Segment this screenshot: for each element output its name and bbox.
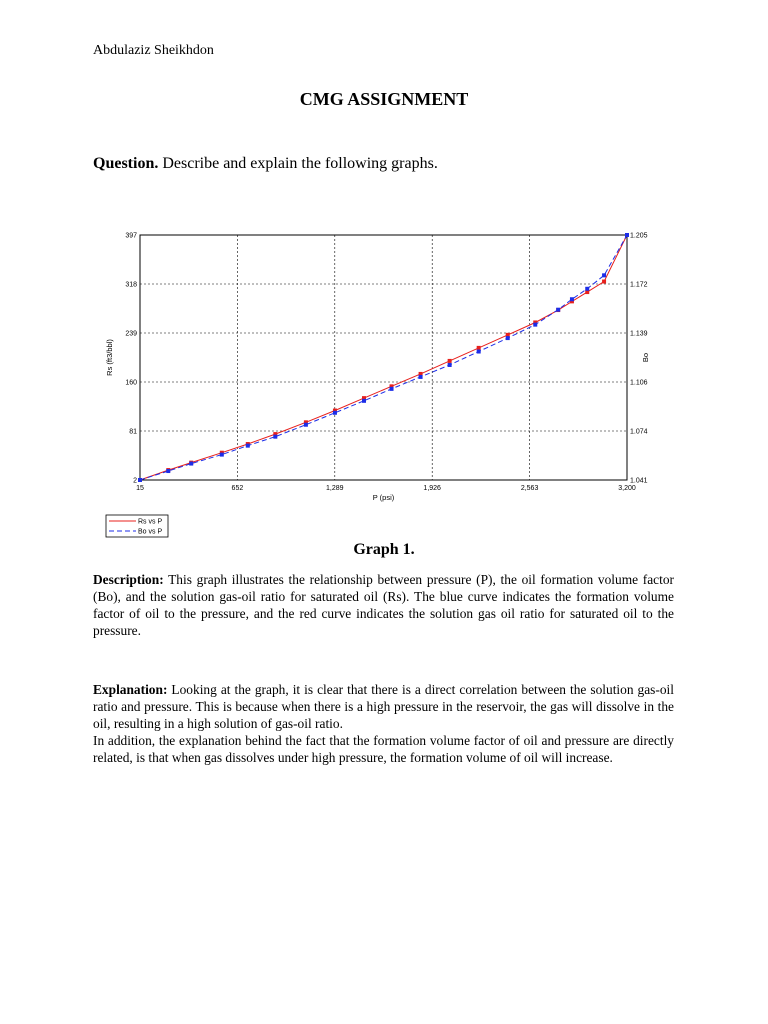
x-tick-label: 3,200 <box>618 485 636 492</box>
y-right-tick-label: 1.041 <box>630 477 648 485</box>
question-label: Question. <box>93 155 159 172</box>
explanation-paragraph <box>93 681 674 732</box>
x-tick-label: 1,289 <box>326 485 344 492</box>
data-point-bo <box>304 423 308 427</box>
data-point-bo <box>362 399 366 403</box>
data-point-bo <box>419 375 423 379</box>
y-left-tick-label: 160 <box>125 379 137 387</box>
data-point-bo <box>448 363 452 367</box>
y-right-tick-label: 1.106 <box>630 379 648 387</box>
data-point-rs <box>448 359 452 363</box>
y-right-tick-label: 1.172 <box>630 281 648 289</box>
legend-label: Rs vs P <box>138 518 163 526</box>
y-right-axis-label: Bo <box>641 352 650 363</box>
y-left-tick-label: 2 <box>133 477 137 485</box>
graph-1-chart <box>100 226 660 546</box>
data-point-bo <box>533 323 537 327</box>
chart-svg <box>100 226 660 546</box>
data-point-rs <box>477 346 481 350</box>
description-paragraph <box>93 571 674 639</box>
description-text: This graph illustrates the relationship between pressure (P), the oil formation volume factor (Bo), and the solution gas-oil ratio for saturated oil (Rs). The blue curve indicates the formation volume factor of oil to the pressure, and the red curve indicates the solution gas oil ratio for saturated oil to the pressure. <box>93 572 674 638</box>
series-line-rs <box>140 235 627 480</box>
data-point-rs <box>602 280 606 284</box>
explanation-text: Looking at the graph, it is clear that there is a direct correlation between the solution gas-oil ratio and pressure. This is because when there is a high pressure in the reservoir, the gas will dissolve in the oil, resulting in a high solution of gas-oil ratio. <box>93 682 674 731</box>
data-point-bo <box>506 336 510 340</box>
y-left-tick-label: 318 <box>125 281 137 289</box>
explanation-paragraph-2: In addition, the explanation behind the fact that the formation volume factor of oil and pressure are directly related, is that when gas dissolves under high pressure, the formation volume of oil will increase. <box>93 733 674 765</box>
y-left-axis-label: Rs (ft3/bbl) <box>105 339 114 376</box>
data-point-bo <box>333 411 337 415</box>
y-right-tick-label: 1.074 <box>630 428 648 436</box>
data-point-bo <box>220 453 224 457</box>
x-tick-label: 15 <box>136 485 144 492</box>
plot-frame <box>140 235 627 480</box>
question-line <box>93 155 438 173</box>
y-left-tick-label: 397 <box>125 232 137 240</box>
data-point-bo <box>246 444 250 448</box>
data-point-bo <box>189 462 193 466</box>
explanation-label: Explanation: <box>93 682 168 697</box>
data-point-bo <box>625 233 629 237</box>
x-tick-label: 1,926 <box>423 485 441 492</box>
data-point-bo <box>477 350 481 354</box>
page-title: CMG ASSIGNMENT <box>299 89 469 109</box>
data-point-bo <box>273 435 277 439</box>
data-point-bo <box>138 478 142 482</box>
data-point-bo <box>166 469 170 473</box>
y-left-tick-label: 81 <box>129 428 137 436</box>
legend-label: Bo vs P <box>138 528 163 536</box>
y-left-tick-label: 239 <box>125 330 137 338</box>
data-point-bo <box>585 287 589 291</box>
description-label: Description: <box>93 572 164 587</box>
author-name: Abdulaziz Sheikhdon <box>93 43 214 58</box>
x-tick-label: 652 <box>231 485 244 492</box>
graph-caption: Graph 1. <box>353 541 415 558</box>
data-point-bo <box>602 273 606 277</box>
question-text: Describe and explain the following graphs. <box>158 155 438 172</box>
x-axis-label: P (psi) <box>372 493 395 502</box>
data-point-bo <box>390 387 394 391</box>
data-point-bo <box>556 308 560 312</box>
data-point-bo <box>570 297 574 301</box>
y-right-tick-label: 1.139 <box>630 330 648 338</box>
x-tick-label: 2,563 <box>520 485 539 492</box>
series-line-bo <box>140 235 627 480</box>
y-right-tick-label: 1.205 <box>630 232 648 240</box>
